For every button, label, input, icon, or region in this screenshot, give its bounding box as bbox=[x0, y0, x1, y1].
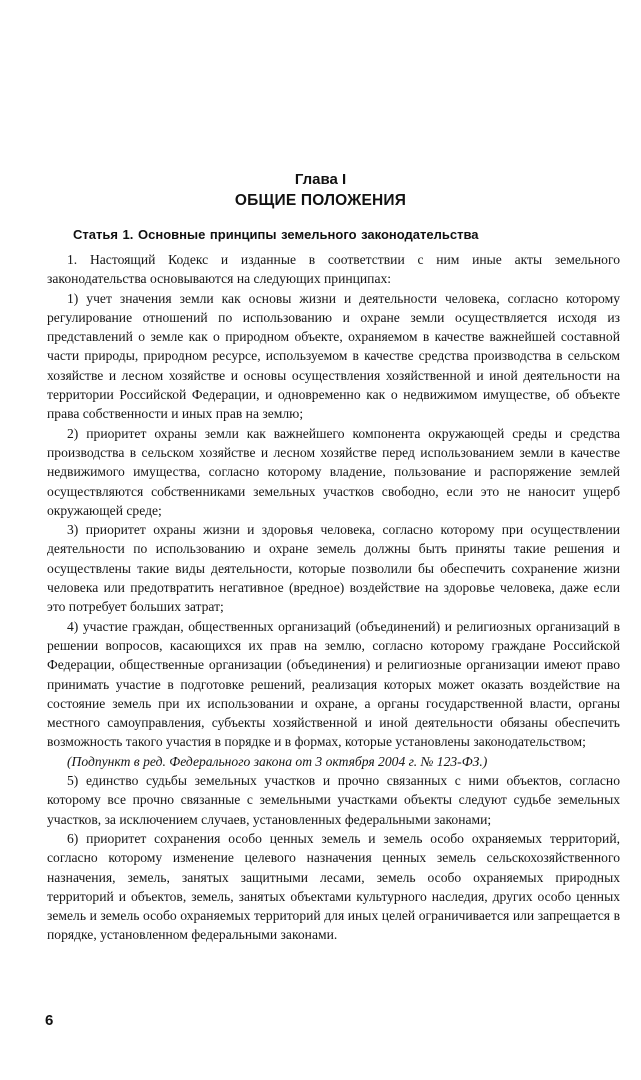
article-body bbox=[47, 250, 620, 945]
amendment-note: (Подпункт в ред. Федерального закона от 3 октября 2004 г. № 123-ФЗ.) bbox=[67, 753, 488, 769]
page-number: 6 bbox=[45, 1012, 54, 1029]
article-intro-paragraph: 1. Настоящий Кодекс и изданные в соответствии с ним иные акты земельного законодательства основываются на следующих принципах: bbox=[47, 252, 620, 287]
principle-3-paragraph: 3) приоритет охраны жизни и здоровья человека, согласно которому при осуществлении деятельности по использованию и охране земель должны быть приняты такие решения и осуществлены такие виды деятельности, которые позволили бы обеспечить сохранение жизни человека или предотвратить негативное (вредное) воздействие на здоровье человека, даже если это потребует больших затрат; bbox=[47, 522, 620, 615]
principle-1-paragraph: 1) учет значения земли как основы жизни и деятельности человека, согласно которому регулирование отношений по использованию и охране земли осуществляется исходя из представлений о земле как о природном объекте, охраняемом в качестве важнейшей составной части природы, природном ресурсе, используемом в качестве средства производства в сельском хозяйстве и лесном хозяйстве и основы осуществления хозяйственной и иной деятельности на территории Российской Федерации, и одновременно как о недвижимом имуществе, об объекте права собственности и иных прав на землю; bbox=[47, 290, 620, 422]
chapter-number: Глава I bbox=[294, 171, 347, 188]
principle-4-paragraph: 4) участие граждан, общественных организаций (объединений) и религиозных организаций в решении вопросов, касающихся их прав на землю, согласно которому граждане Российской Федерации, общественные организации (объединения) и религиозные организации имеют право принимать участие в подготовке решений, реализация которых может оказать воздействие на состояние земель при их использовании и охране, а органы государственной власти, органы местного самоуправления, субъекты хозяйственной и иной деятельности обязаны обеспечить возможность такого участия в порядке и в формах, которые установлены законодательством; bbox=[47, 618, 620, 750]
principle-5-paragraph: 5) единство судьбы земельных участков и прочно связанных с ними объектов, согласно которому все прочно связанные с земельными участками объекты следуют судьбе земельных участков, за исключением случаев, установленных федеральными законами; bbox=[47, 773, 620, 827]
chapter-heading bbox=[0, 170, 641, 212]
principle-6-paragraph: 6) приоритет сохранения особо ценных земель и земель особо охраняемых территорий, согласно которому изменение целевого назначения ценных земель сельскохозяйственного назначения, земель, занятых защитными лесами, земель особо охраняемых природных территорий и объектов, земель, занятых объектами культурного наследия, других особо ценных земель и земель особо охраняемых территорий для иных целей ограничивается или запрещается в порядке, установленном федеральными законами. bbox=[47, 830, 620, 943]
article-title: Статья 1. Основные принципы земельного законодательства bbox=[73, 227, 479, 242]
chapter-title: ОБЩИЕ ПОЛОЖЕНИЯ bbox=[234, 192, 407, 209]
principle-2-paragraph: 2) приоритет охраны земли как важнейшего компонента окружающей среды и средства производства в сельском хозяйстве и лесном хозяйстве перед использованием земли в качестве недвижимого имущества, согласно которому владение, пользование и распоряжение землей осуществляются собственниками земельных участков свободно, если это не наносит ущерб окружающей среде; bbox=[47, 425, 620, 518]
